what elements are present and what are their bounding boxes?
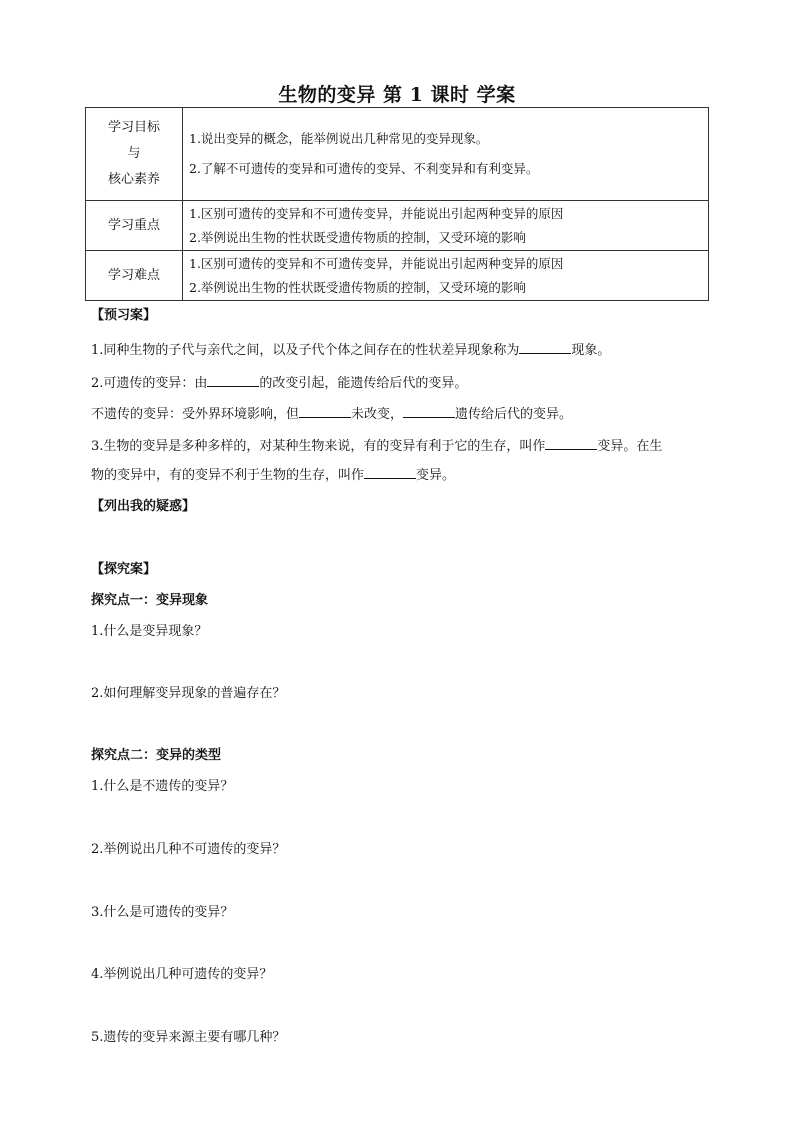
label-line: 核心素养 [107,172,160,187]
explore-point1-heading: 探究点一：变异现象 [91,593,209,608]
objectives-table [85,107,709,301]
table-row [86,201,709,251]
answer-blank[interactable] [364,465,416,479]
key-points-label: 学习重点 [86,201,183,251]
preview-question-3 [91,404,711,425]
page-title: 生物的变异 第 1 课时 学案 [278,84,516,106]
difficult-points-label: 学习难点 [86,251,183,301]
answer-blank[interactable] [207,373,259,387]
answer-blank[interactable] [299,404,351,418]
explore-question: 1.什么是不遗传的变异？ [91,779,234,794]
question-text: 变异。 [416,468,456,483]
explore-question: 2.如何理解变异现象的普遍存在？ [91,686,286,701]
objectives-label [86,108,183,201]
question-text: 3.生物的变异是多种多样的，对某种生物来说，有的变异有利于它的生存，叫作 [91,439,546,454]
explore-heading: 【探究案】 [91,562,157,577]
difficult-point-item: 2.举例说出生物的性状既受遗传物质的控制，又受环境的影响 [189,279,526,295]
question-text: 2.可遗传的变异：由 [91,376,208,391]
question-text: 物的变异中，有的变异不利于生物的生存，叫作 [91,468,365,483]
doubts-heading: 【列出我的疑惑】 [91,499,196,514]
preview-question-4-cont [91,465,711,486]
label-line: 学习目标 [107,120,160,135]
question-text: 遗传给后代的变异。 [455,407,573,422]
explore-question: 4.举例说出几种可遗传的变异？ [91,967,273,982]
preview-question-4 [91,436,713,457]
label-line: 与 [127,146,141,161]
explore-point2-heading: 探究点二：变异的类型 [91,748,222,763]
preview-question-2 [91,373,711,394]
explore-question: 5.遗传的变异来源主要有哪几种？ [91,1030,286,1045]
question-text: 变异。在生 [597,439,663,454]
question-text: 1.同种生物的子代与亲代之间，以及子代个体之间存在的性状差异现象称为 [91,343,520,358]
question-text: 不遗传的变异：受外界环境影响，但 [91,407,300,422]
question-text: 的改变引起，能遗传给后代的变异。 [259,376,468,391]
answer-blank[interactable] [519,340,571,354]
explore-question: 3.什么是可遗传的变异？ [91,905,234,920]
table-row [86,251,709,301]
answer-blank[interactable] [403,404,455,418]
objective-item: 1.说出变异的概念，能举例说出几种常见的变异现象。 [189,131,489,146]
question-text: 现象。 [571,343,611,358]
question-text: 未改变， [351,407,404,422]
objectives-content [183,108,709,201]
objective-item: 2.了解不可遗传的变异和可遗传的变异、不利变异和有利变异。 [189,161,539,176]
difficult-points-content [183,251,709,301]
preview-question-1 [91,340,711,361]
difficult-point-item: 1.区别可遗传的变异和不可遗传变异，并能说出引起两种变异的原因 [189,255,564,271]
answer-blank[interactable] [545,436,597,450]
key-points-content [183,201,709,251]
table-row [86,108,709,201]
explore-question: 1.什么是变异现象？ [91,624,208,639]
key-point-item: 2.举例说出生物的性状既受遗传物质的控制，又受环境的影响 [189,229,526,245]
preview-heading: 【预习案】 [91,308,157,323]
explore-question: 2.举例说出几种不可遗传的变异？ [91,842,286,857]
key-point-item: 1.区别可遗传的变异和不可遗传变异，并能说出引起两种变异的原因 [189,205,564,221]
